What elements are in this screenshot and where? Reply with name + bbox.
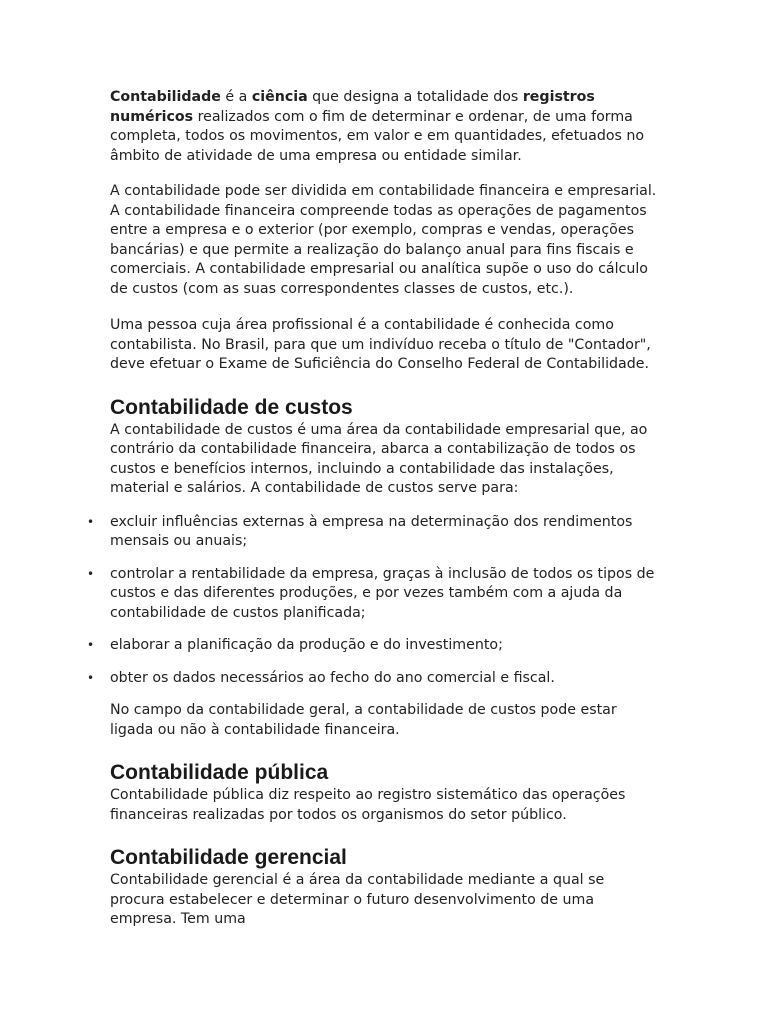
- paragraph-gerencial: Contabilidade gerencial é a área da contabilidade mediante a qual se procura estabelecer e determinar o futuro desenvolvimento de uma empresa. Tem uma: [110, 872, 605, 927]
- list-item: [87, 513, 662, 552]
- paragraph-contabilista: Uma pessoa cuja área profissional é a contabilidade é conhecida como contabilista. No Brasil, para que um indivíduo receba o título de "Contador", deve efetuar o Exame de Suficiência do Conselho Federal de Contabilidade.: [110, 317, 651, 372]
- bullet-icon: •: [87, 514, 95, 529]
- term-contabilidade: Contabilidade: [110, 89, 221, 105]
- list-item: [87, 669, 662, 689]
- intro-text-2: que designa a totalidade dos: [307, 89, 523, 105]
- heading-contabilidade-publica: Contabilidade pública: [110, 761, 329, 784]
- term-registros-numericos: registros numéricos: [110, 89, 595, 125]
- list-item-text: controlar a rentabilidade da empresa, graças à inclusão de todos os tipos de custos e das diferentes produções, e por vezes também com a ajuda da contabilidade de custos planificada;: [110, 565, 655, 621]
- paragraph-custos-geral: No campo da contabilidade geral, a contabilidade de custos pode estar ligada ou não à contabilidade financeira.: [110, 702, 617, 738]
- intro-text-3: realizados com o fim de determinar e ordenar, de uma forma completa, todos os movimentos, em valor e em quantidades, efetuados no âmbito de atividade de uma empresa ou entidade similar.: [110, 108, 645, 164]
- list-item-text: obter os dados necessários ao fecho do ano comercial e fiscal.: [110, 669, 555, 686]
- paragraph-custos: A contabilidade de custos é uma área da contabilidade empresarial que, ao contrário da contabilidade financeira, abarca a contabilização de todos os custos e benefícios internos, incluindo a contabilidade das instalações, material e salários. A contabilidade de custos serve para:: [110, 421, 648, 496]
- list-item-text: elaborar a planificação da produção e do investimento;: [110, 637, 503, 653]
- document-page: [87, 88, 662, 930]
- list-item: [87, 636, 662, 656]
- term-ciencia: ciência: [251, 89, 308, 105]
- intro-text-1: é a: [220, 89, 252, 105]
- heading-contabilidade-custos: Contabilidade de custos: [110, 395, 353, 419]
- list-item-text: excluir influências externas à empresa na determinação dos rendimentos mensais ou anuais;: [110, 513, 633, 549]
- bullet-icon: •: [87, 638, 95, 652]
- bullet-icon: •: [87, 566, 95, 581]
- heading-contabilidade-gerencial: Contabilidade gerencial: [110, 846, 347, 869]
- custos-list: [87, 513, 662, 689]
- bullet-icon: •: [87, 670, 95, 685]
- list-item: [87, 565, 662, 624]
- intro-paragraph: [110, 88, 662, 166]
- paragraph-divisao: A contabilidade pode ser dividida em contabilidade financeira e empresarial. A contabilidade financeira compreende todas as operações de pagamentos entre a empresa e o exterior (por exemplo, compras e vendas, operações bancárias) e que permite a realização do balanço anual para fins fiscais e comerciais. A contabilidade empresarial ou analítica supõe o uso do cálculo de custos (com as suas correspondentes classes de custos, etc.).: [110, 183, 657, 297]
- paragraph-publica: Contabilidade pública diz respeito ao registro sistemático das operações financeiras realizadas por todos os organismos do setor público.: [110, 787, 626, 823]
